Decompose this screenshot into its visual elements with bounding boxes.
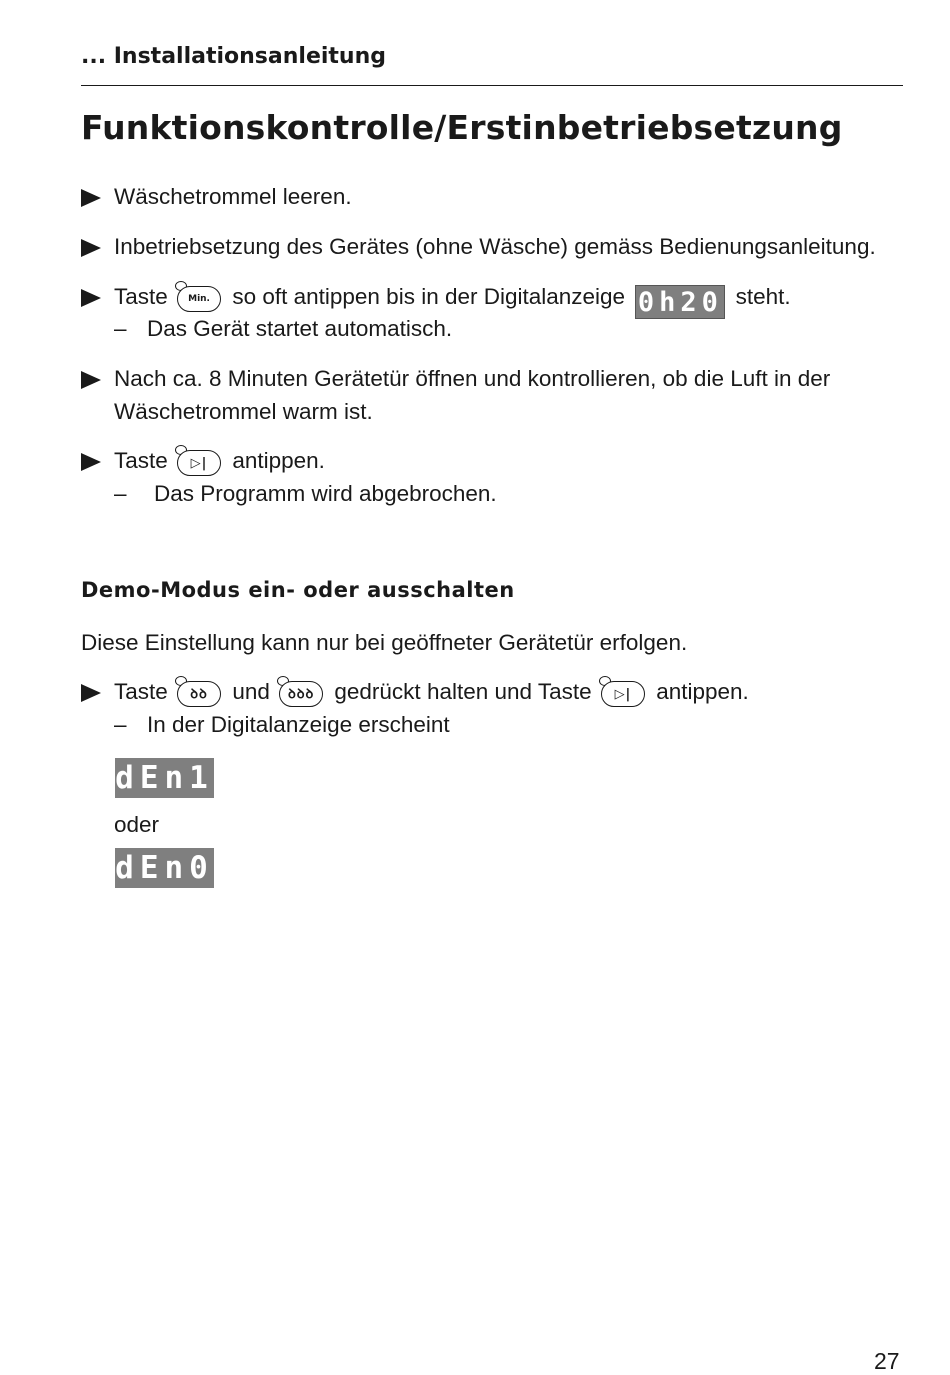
min-button-icon (177, 282, 223, 312)
button-glyph: ꝺꝺꝺ (279, 681, 323, 707)
button-glyph: ▷| (601, 681, 645, 707)
step-check-air (81, 362, 911, 428)
step-text: Wäschetrommel leeren. (114, 184, 352, 209)
sub-text: Das Gerät startet automatisch. (147, 316, 453, 341)
step-cancel-program (81, 444, 911, 477)
sub-text: In der Digitalanzeige erscheint (147, 712, 450, 737)
sub-text: Das Programm wird abgebrochen. (154, 481, 497, 506)
two-drops-button-icon (177, 677, 223, 707)
bullet-arrow-icon (81, 453, 101, 471)
bullet-arrow-icon (81, 189, 101, 207)
button-glyph: ꝺꝺ (177, 681, 221, 707)
page-title: Funktionskontrolle/Erstinbetriebsetzung (81, 108, 843, 147)
digital-display: 0h20 (635, 285, 725, 319)
or-label: oder (114, 812, 160, 837)
digital-display-demo-off: dEn0 (115, 850, 214, 886)
step-text: Nach ca. 8 Minuten Gerätetür öffnen und kontrollieren, ob die Luft in der Wäschetrommel warm ist. (114, 366, 831, 424)
step-text-before: Taste (114, 284, 168, 309)
running-head: ... Installationsanleitung (81, 44, 386, 69)
start-stop-button-icon (177, 446, 223, 476)
step-text-3: gedrückt halten und Taste (334, 679, 592, 704)
section-heading-demo-mode: Demo-Modus ein- oder ausschalten (81, 578, 515, 602)
dash: – (114, 481, 127, 506)
bullet-arrow-icon (81, 371, 101, 389)
header-rule (81, 85, 903, 86)
step-toggle-demo (81, 675, 911, 708)
step-start-device (81, 230, 911, 263)
step-text-1: Taste (114, 679, 168, 704)
start-stop-button-icon (601, 677, 647, 707)
step-text-after: antippen. (232, 448, 325, 473)
step-text: Inbetriebsetzung des Gerätes (ohne Wäsche) gemäss Bedienungsanleitung. (114, 234, 876, 259)
step-text (114, 444, 911, 477)
step-text-2: und (232, 679, 270, 704)
digital-display-demo-on: dEn1 (115, 760, 214, 796)
dash: – (114, 316, 127, 341)
bullet-arrow-icon (81, 684, 101, 702)
page-number: 27 (874, 1348, 900, 1374)
step-text-4: antippen. (656, 679, 749, 704)
step-result (114, 312, 452, 345)
step-result (114, 477, 497, 510)
step-text (114, 675, 911, 708)
demo-intro: Diese Einstellung kann nur bei geöffneter Gerätetür erfolgen. (81, 630, 688, 655)
bullet-arrow-icon (81, 289, 101, 307)
step-text-after: steht. (735, 284, 791, 309)
step-empty-drum (81, 180, 911, 213)
button-glyph: Min. (177, 286, 221, 312)
step-text-before: Taste (114, 448, 168, 473)
three-drops-button-icon (279, 677, 325, 707)
button-glyph: ▷| (177, 450, 221, 476)
bullet-arrow-icon (81, 239, 101, 257)
step-text-middle: so oft antippen bis in der Digitalanzeige (232, 284, 626, 309)
dash: – (114, 712, 127, 737)
step-result (114, 708, 450, 741)
